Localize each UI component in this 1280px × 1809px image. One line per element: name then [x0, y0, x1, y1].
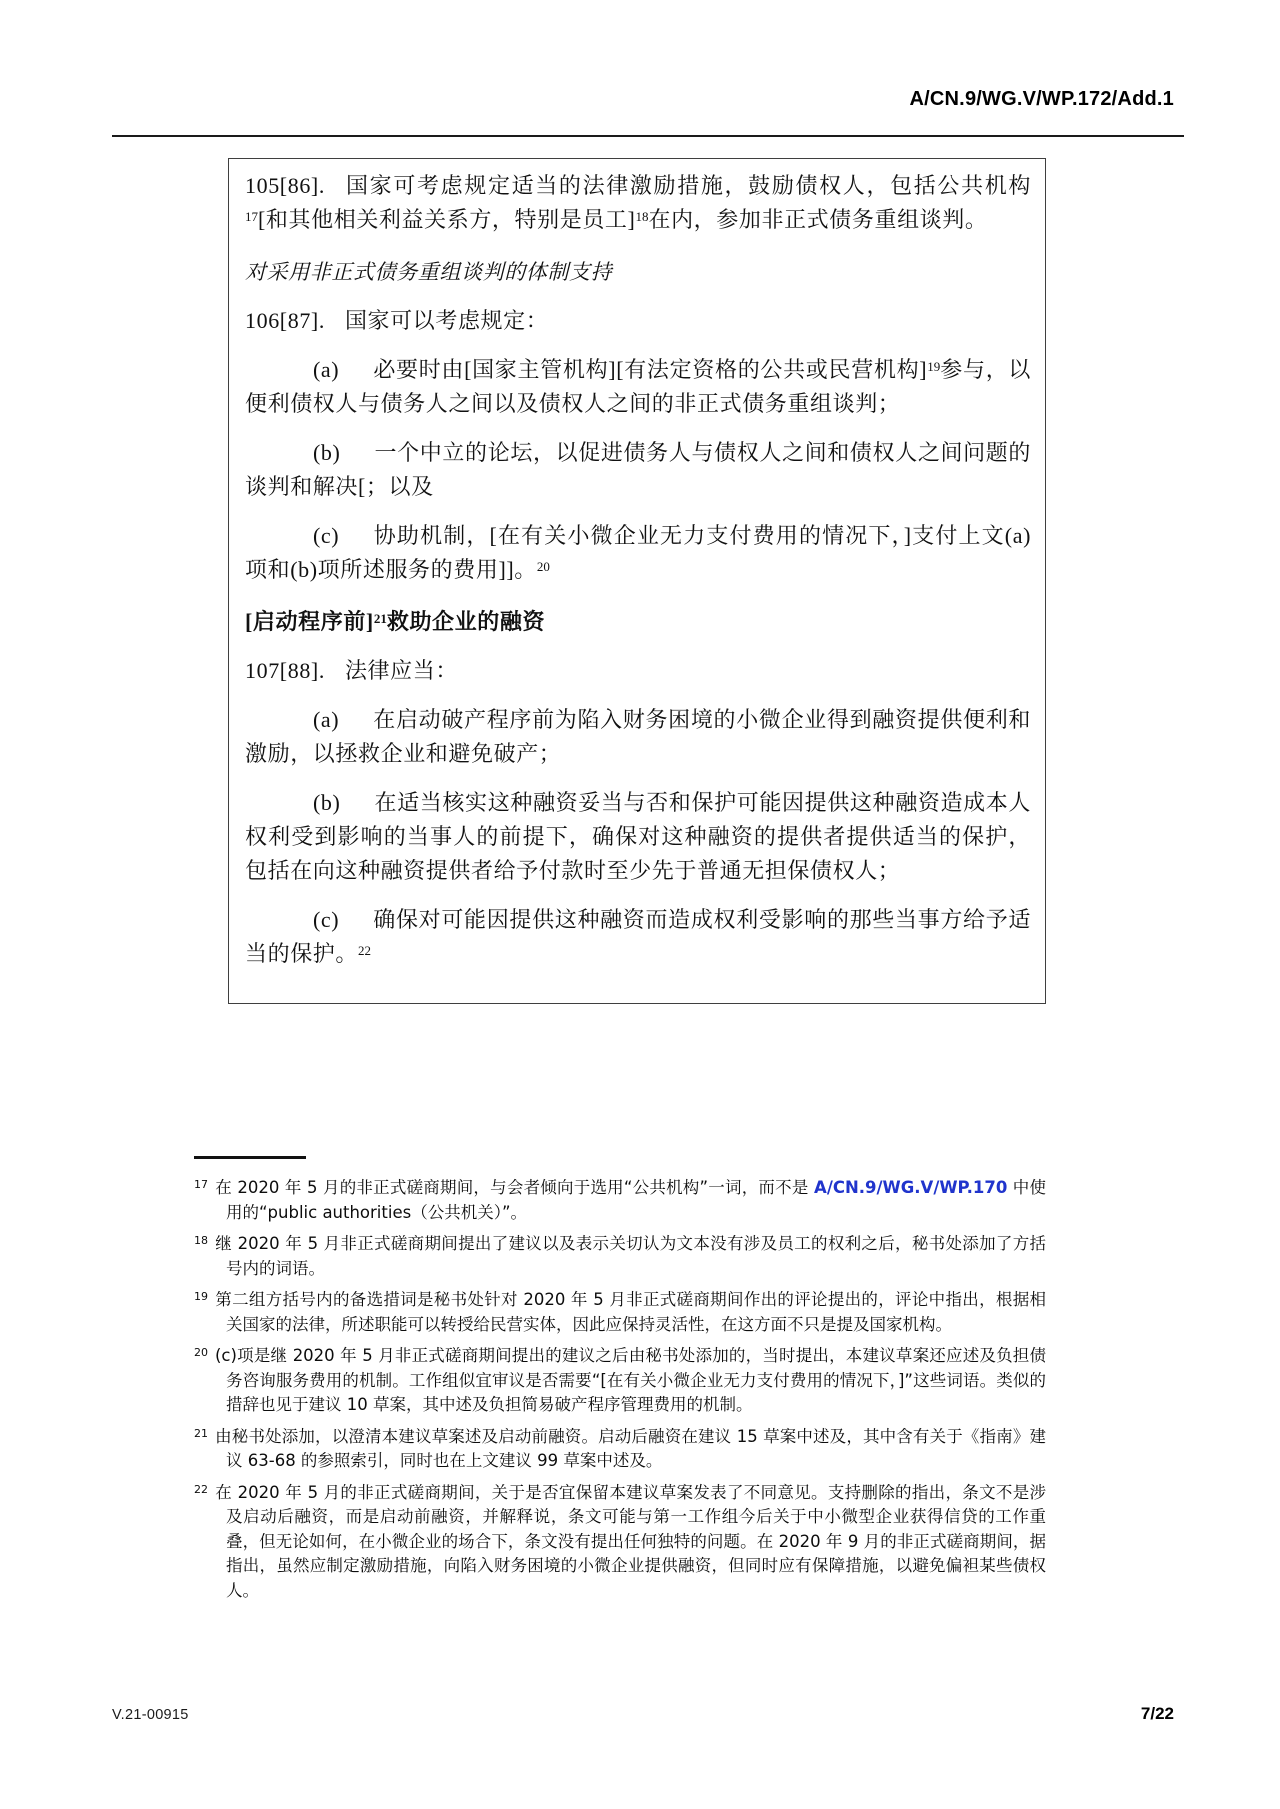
footnote-text: 中使用的“public authorities（公共机关）”。 — [226, 1178, 1047, 1222]
subparagraph-label: (a) — [313, 707, 340, 732]
heading-pre-commencement-financing: [启动程序前]$^{21}$救助企业的融资 — [245, 609, 546, 634]
paragraph-107b — [245, 786, 1031, 888]
footnote-number: 20 — [194, 1346, 208, 1359]
paragraph-106c — [245, 519, 1031, 587]
paragraph-text: 一个中立的论坛，以促进债务人与债权人之间和债权人之间问题的谈判和解决[；以及 — [245, 440, 1031, 499]
footnotes-section — [194, 1176, 1046, 1610]
footnote-text: (c)项是继 2020 年 5 月非正式磋商期间提出的建议之后由秘书处添加的，当时提出，本建议草案还应述及负担债务咨询服务费用的机制。工作组似宜审议是否需要“[在有关小微企业无力支付费用的情况下，]”这些词语。类似的措辞也见于建议 10 草案，其中述及负担简易破产程序管理费用的机制。 — [215, 1346, 1046, 1414]
paragraph-107c — [245, 903, 1031, 971]
document-link-wp170[interactable]: A/CN.9/WG.V/WP.170 — [814, 1178, 1008, 1197]
paragraph-text: 参与，以便利债权人与债务人之间以及债权人之间的非正式债务重组谈判； — [245, 357, 1031, 416]
doc-symbol: A/CN.9/WG.V/WP.172/Add.1 — [909, 88, 1174, 110]
paragraph-text: 协助机制，[在有关小微企业无力支付费用的情况下，]支付上文(a)项和(b)项所述服务的费用]]。 — [245, 523, 1031, 582]
paragraph-text: [和其他相关利益关系方，特别是员工] — [258, 207, 636, 232]
subparagraph-label: (a) — [313, 357, 340, 382]
footnote-ref-22: 22 — [358, 943, 372, 958]
footnote-ref-19: 19 — [927, 359, 941, 374]
paragraph-text: 必要时由[国家主管机构][有法定资格的公共或民营机构] — [373, 357, 928, 382]
tracked-change-box — [228, 158, 1046, 1004]
footnote-19 — [194, 1288, 1046, 1337]
footnote-ref-18: 18 — [635, 209, 649, 224]
footnote-18 — [194, 1232, 1046, 1281]
footnote-22 — [194, 1481, 1046, 1604]
page-footer — [112, 1704, 1174, 1724]
footnote-20 — [194, 1344, 1046, 1418]
paragraph-text: 国家可考虑规定适当的法律激励措施，鼓励债权人，包括公共机构 — [344, 173, 1031, 198]
paragraph-107 — [245, 654, 1031, 688]
footnote-number: 17 — [194, 1178, 208, 1191]
document-number: V.21-00915 — [112, 1707, 189, 1723]
heading-institutional-support: 对采用非正式债务重组谈判的体制支持 — [245, 260, 613, 284]
subparagraph-label: (c) — [313, 523, 340, 548]
header-rule — [112, 135, 1184, 137]
paragraph-text: 在内，参加非正式债务重组谈判。 — [648, 207, 988, 232]
footnote-separator — [194, 1156, 306, 1159]
footnote-ref-17: 17 — [245, 209, 258, 224]
footnote-number: 21 — [194, 1426, 208, 1440]
paragraph-106a — [245, 353, 1031, 421]
footnote-17 — [194, 1176, 1046, 1225]
paragraph-105 — [245, 169, 1031, 237]
footnote-text: 在 2020 年 5 月的非正式磋商期间，与会者倾向于选用“公共机构”一词，而不是 — [215, 1178, 815, 1197]
paragraph-text: 在启动破产程序前为陷入财务困境的小微企业得到融资提供便利和激励，以拯救企业和避免破产； — [245, 707, 1031, 766]
paragraph-106 — [245, 304, 1031, 338]
subparagraph-label: (c) — [313, 907, 340, 932]
footnote-21 — [194, 1425, 1046, 1474]
subparagraph-label: (b) — [313, 790, 341, 815]
paragraph-number: 106[87]. — [245, 308, 325, 333]
footnote-number: 19 — [194, 1290, 208, 1303]
page-number: 7/22 — [1140, 1704, 1174, 1723]
paragraph-text: 法律应当： — [344, 658, 458, 683]
footnote-number: 18 — [194, 1234, 208, 1247]
footnote-text: 由秘书处添加，以澄清本建议草案述及启动前融资。启动后融资在建议 15 草案中述及，其中含有关于《指南》建议 63-68 的参照索引，同时也在上文建议 99 草案中述及。 — [215, 1426, 1046, 1470]
footnote-ref-20: 20 — [536, 559, 550, 574]
paragraph-number: 105[86]. — [245, 173, 325, 198]
paragraph-number: 107[88]. — [245, 658, 325, 683]
paragraph-107a — [245, 703, 1031, 771]
footnote-text: 在 2020 年 5 月的非正式磋商期间，关于是否宜保留本建议草案发表了不同意见。支持删除的指出，条文不是涉及启动后融资，而是启动前融资，并解释说，条文可能与第一工作组今后关于中小微型企业获得信贷的工作重叠，但无论如何，在小微企业的场合下，条文没有提出任何独特的问题。在 2020 年 9 月的非正式磋商期间，据指出，虽然应制定激励措施，向陷入财务困境的小微企业提供融资，但同时应有保障措施，以避免偏袒某些债权人。 — [215, 1482, 1046, 1600]
paragraph-106b — [245, 436, 1031, 504]
paragraph-text: 确保对可能因提供这种融资而造成权利受影响的那些当事方给予适当的保护。 — [245, 907, 1031, 966]
footnote-text: 第二组方括号内的备选措词是秘书处针对 2020 年 5 月非正式磋商期间作出的评论提出的，评论中指出，根据相关国家的法律，所述职能可以转授给民营实体，因此应保持灵活性，在这方面不只是提及国家机构。 — [215, 1290, 1046, 1334]
footnote-number: 22 — [194, 1482, 208, 1496]
paragraph-text: 国家可以考虑规定： — [344, 308, 549, 333]
footnote-ref-21: 21 — [373, 611, 387, 626]
footnote-text: 继 2020 年 5 月非正式磋商期间提出了建议以及表示关切认为文本没有涉及员工的权利之后，秘书处添加了方括号内的词语。 — [215, 1234, 1046, 1278]
subparagraph-label: (b) — [313, 440, 341, 465]
paragraph-text: 在适当核实这种融资妥当与否和保护可能因提供这种融资造成本人权利受到影响的当事人的前提下，确保对这种融资的提供者提供适当的保护，包括在向这种融资提供者给予付款时至少先于普通无担保债权人； — [245, 790, 1031, 883]
